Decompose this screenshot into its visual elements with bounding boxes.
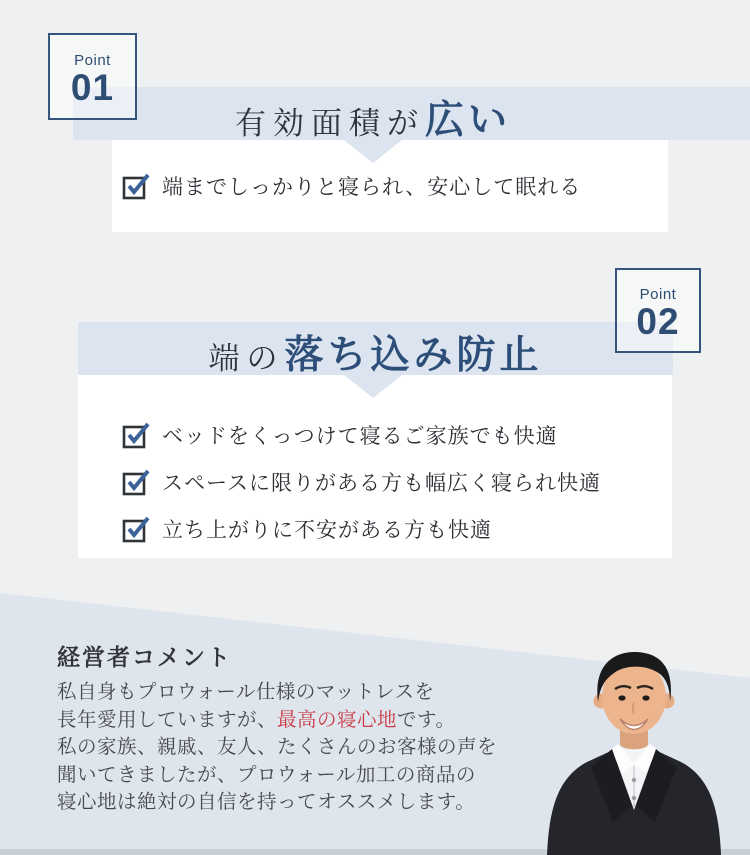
checkbox-checked-icon (122, 421, 150, 449)
point-02-title-band (78, 322, 673, 375)
comment-line (57, 707, 497, 735)
chevron-down-arrow-icon (344, 140, 402, 163)
comment-line: 私の家族、親戚、友人、たくさんのお客様の声を (57, 736, 498, 758)
point-01-heading-accent: 広い (424, 99, 511, 142)
point-01-title-band (73, 87, 750, 140)
checkbox-checked-icon (122, 515, 150, 543)
point-02-badge-number: 02 (636, 300, 680, 342)
point-02-heading-accent: 落ち込み防止 (284, 334, 543, 377)
ceo-comment-heading: 経営者コメント (57, 644, 232, 670)
point-01-heading: 有効面積が (234, 105, 425, 141)
ceo-comment-text (57, 679, 497, 817)
list-item (122, 171, 581, 201)
ceo-photo (533, 648, 735, 855)
point-02-badge-label: Point (639, 285, 677, 303)
comment-highlight: 最高の寝心地 (277, 708, 398, 731)
point-01-badge-label: Point (74, 51, 111, 69)
point-02-badge (615, 268, 701, 353)
list-item (122, 420, 672, 450)
chevron-down-arrow-icon (344, 375, 402, 398)
comment-line-part: です。 (397, 708, 456, 731)
checkbox-checked-icon (122, 468, 150, 496)
comment-line: 寝心地は絶対の自信を持ってオススメします。 (57, 791, 476, 813)
point-01-badge-number: 01 (70, 66, 115, 108)
point-01-badge (48, 33, 137, 120)
comment-line-part: 長年愛用していますが、 (57, 708, 278, 731)
list-item-text: 端までしっかりと寝られ、安心して眠れる (162, 175, 582, 199)
list-item (122, 467, 672, 497)
list-item (122, 514, 672, 544)
list-item-text: ベッドをくっつけて寝るご家族でも快適 (162, 424, 558, 448)
point-02-card (78, 375, 672, 558)
list-item-text: 立ち上がりに不安がある方も快適 (162, 518, 492, 542)
comment-line: 聞いてきましたが、プロウォール加工の商品の (57, 763, 476, 786)
comment-line: 私自身もプロウォール仕様のマットレスを (57, 681, 435, 703)
checkbox-checked-icon (122, 172, 150, 200)
list-item-text: スペースに限りがある方も幅広く寝られ快適 (162, 471, 601, 495)
point-02-heading: 端の (208, 340, 285, 376)
